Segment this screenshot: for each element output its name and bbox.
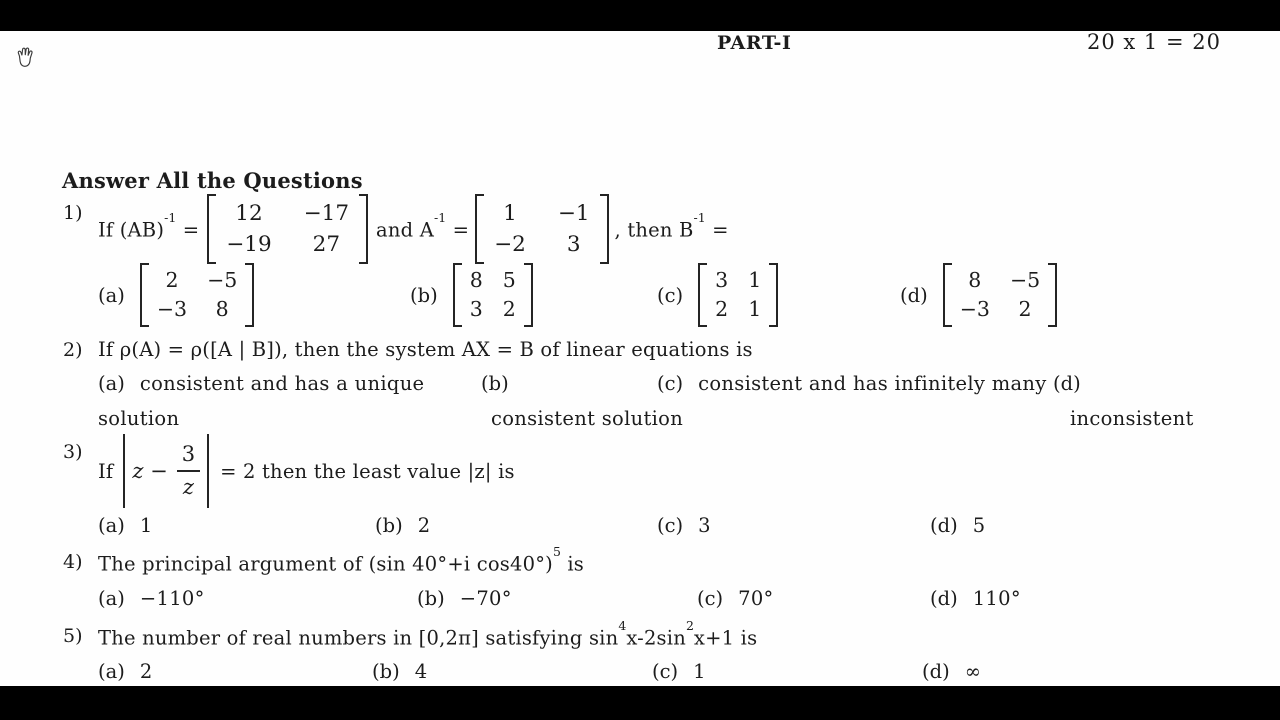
q1-option-a [98,262,254,328]
option-value: 5 [972,514,986,537]
question-4-number: 4) [63,551,83,573]
q4-option-c [697,587,774,610]
bracket-left [698,263,707,326]
matrix-cell: −19 [226,232,272,257]
q2-option-b [481,372,524,395]
matrix-cell: 27 [312,232,341,257]
q3-text-part: = 2 then the least value |z| is [220,459,515,483]
bracket-left [140,263,149,326]
matrix-cell: 3 [715,268,729,293]
q1-matrix-ab [207,194,368,264]
option-label: (a) [98,587,125,610]
matrix-cell: −17 [303,200,350,226]
option-value: consistent and has infinitely many [698,372,1047,395]
q1-matrix-a [475,194,608,264]
option-label: (a) [98,660,125,683]
q1-text-part: If (AB)$^{-1}$ = [98,209,200,242]
option-label: (c) [652,660,679,683]
question-2-text: If ρ(A) = ρ([A | B]), then the system AX = B of linear equations is [98,338,753,361]
matrix-cell: −5 [207,268,238,293]
question-1-text [98,192,729,266]
option-value: 2 [139,660,153,683]
option-label: (b) [372,660,400,683]
bracket-left [475,194,484,264]
option-label: (a) [98,372,125,395]
q2-option-c [657,372,1047,395]
option-value: consistent and has a unique [139,372,425,395]
matrix-cell: 2 [165,268,179,293]
q3-z-minus: z − [132,459,168,483]
matrix-cell: 8 [968,268,982,293]
marks-label: 20 x 1 = 20 [1087,30,1221,54]
bracket-right [245,263,254,326]
matrix-cell: −5 [1009,268,1041,293]
q3-option-d [930,514,985,537]
option-label: (d) [930,587,958,610]
fraction-denominator: z [182,475,194,499]
q3-option-b [375,514,430,537]
q1-text-part: and $A^{-1}$ = [376,209,470,242]
question-5-text: The number of real numbers in [0,2π] satisfying $\sin^4x-2\sin^2x+1$ is [98,618,758,650]
matrix-cell: 1 [748,268,762,293]
matrix-cell: 2 [502,297,516,321]
option-value: −110° [139,587,205,610]
option-label: (c) [657,283,684,307]
option-label: (b) [410,283,438,307]
option-label: (c) [657,514,684,537]
q1-text-part: , then $B^{-1}$ = [614,209,729,242]
q2-option-b-wrap: consistent solution [491,407,684,430]
matrix-cell: 3 [566,232,581,257]
fraction-numerator: 3 [181,442,196,466]
q5-option-d [922,660,981,683]
q5-option-a [98,660,153,683]
q2-option-a-wrap: solution [98,407,180,430]
matrix-cell: 3 [469,297,483,321]
q1-option-b [410,262,533,328]
option-value: 1 [139,514,153,537]
q4-option-d [930,587,1021,610]
option-label: (b) [481,372,509,395]
q2-option-a [98,372,424,395]
matrix-cell: 2 [1018,297,1032,321]
q2-option-d-wrap: inconsistent [1070,407,1194,430]
option-label: (b) [417,587,445,610]
option-matrix [943,263,1057,326]
q1-option-c [657,262,778,328]
option-value: 4 [414,660,428,683]
bracket-left [207,194,216,264]
matrix-cell: −3 [156,297,188,321]
abs-bar [207,434,209,508]
option-value: 3 [698,514,711,537]
option-value: −70° [459,587,512,610]
bracket-left [453,263,462,326]
question-3-text [98,432,515,510]
fraction [177,444,200,498]
option-label: (c) [657,372,684,395]
matrix-cell: 2 [715,297,729,321]
q1-option-d [900,262,1057,328]
matrix-cell: −2 [494,232,526,257]
option-value: 110° [972,587,1021,610]
question-4-text: The principal argument of (sin 40°+i cos40°)$^5$ is [98,544,584,576]
matrix-cell: 5 [502,268,516,293]
q5-option-c [652,660,706,683]
q3-text-part: If [98,459,114,483]
part-title: PART-I [717,32,792,54]
question-5-number: 5) [63,625,83,647]
q3-option-c [657,514,711,537]
matrix-cell: 1 [748,297,762,321]
option-label: (a) [98,283,125,307]
abs-bar [123,434,125,508]
matrix-cell: −1 [557,200,590,226]
q2-option-d [1053,372,1096,395]
q4-option-a [98,587,205,610]
option-matrix [453,263,533,326]
matrix-cell: 8 [215,297,229,321]
question-1-number: 1) [63,202,83,224]
q4-option-b [417,587,512,610]
matrix-cell: −3 [959,297,990,321]
option-label: (c) [697,587,724,610]
matrix-cell: 12 [235,200,263,226]
option-value: ∞ [964,660,982,683]
bracket-left [943,263,952,326]
bracket-right [524,263,533,326]
bracket-right [600,194,609,264]
page-heading: Answer All the Questions [62,168,363,193]
option-label: (d) [1053,372,1081,395]
option-matrix [140,263,254,326]
question-3-number: 3) [63,441,83,463]
option-label: (a) [98,514,125,537]
q3-option-a [98,514,153,537]
bracket-right [1048,263,1057,326]
option-label: (d) [900,283,928,307]
matrix-cell: 8 [469,268,483,293]
bottom-letterbox [0,686,1280,720]
bracket-right [359,194,368,264]
top-letterbox [0,0,1280,31]
option-value: 1 [693,660,706,683]
matrix-cell: 1 [503,200,517,226]
option-value: 70° [738,587,774,610]
option-value: 2 [417,514,431,537]
option-label: (b) [375,514,403,537]
q5-option-b [372,660,427,683]
option-label: (d) [922,660,950,683]
hand-cursor-icon [16,46,35,73]
option-matrix [698,263,778,326]
option-label: (d) [930,514,958,537]
bracket-right [769,263,778,326]
question-2-number: 2) [63,339,83,361]
